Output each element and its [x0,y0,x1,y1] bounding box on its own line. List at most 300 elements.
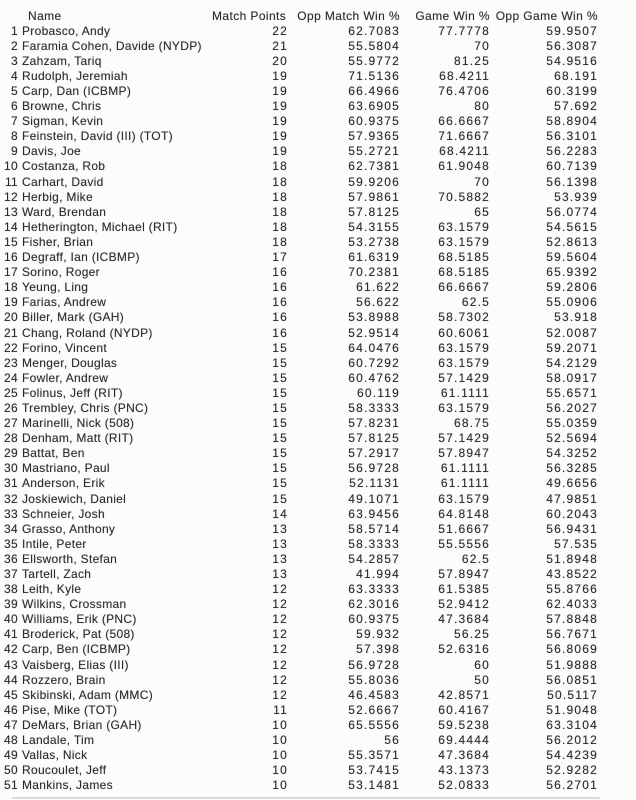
match-points-cell: 19 [272,68,288,83]
game-win-cell: 68.75 [453,416,490,431]
opp-match-win-cell: 57.9861 [348,189,400,204]
name-cell: Schneier, Josh [22,506,105,521]
game-win-cell: 63.1579 [438,491,490,506]
game-win-cell: 80 [474,99,490,114]
game-win-cell: 61.1111 [440,385,490,400]
match-points-cell: 15 [272,491,288,506]
game-win-cell: 60.6061 [438,325,490,340]
table-row [0,717,636,732]
match-points-cell: 15 [272,416,288,431]
match-points-cell: 12 [272,657,288,672]
table-row [0,280,636,295]
opp-game-win-cell: 58.8904 [546,114,598,129]
opp-match-win-cell: 41.994 [356,567,400,582]
game-win-cell: 68.5185 [438,250,490,265]
table-row [0,763,636,778]
opp-game-win-cell: 62.4033 [546,597,598,612]
game-win-cell: 61.1111 [440,461,490,476]
rank-cell: 21 [4,325,18,340]
rank-cell: 27 [4,416,18,431]
column-header-opp-game-win: Opp Game Win % [495,8,598,23]
name-cell: Carp, Dan (ICBMP) [22,84,132,99]
name-cell: Marinelli, Nick (508) [22,416,135,431]
opp-game-win-cell: 49.6656 [546,476,598,491]
opp-match-win-cell: 58.3333 [348,400,400,415]
opp-match-win-cell: 56.622 [356,295,400,310]
table-row [0,250,636,265]
name-cell: Anderson, Erik [22,476,105,491]
table-row [0,521,636,536]
opp-match-win-cell: 58.3333 [348,536,400,551]
rank-cell: 2 [11,38,18,53]
rank-cell: 9 [11,144,18,159]
match-points-cell: 19 [272,84,288,99]
table-row [0,733,636,748]
rank-cell: 32 [4,491,18,506]
opp-match-win-cell: 62.3016 [348,597,400,612]
table-row [0,83,636,98]
table-row [0,702,636,717]
name-cell: Broderick, Pat (508) [22,627,135,642]
opp-game-win-cell: 51.9888 [546,657,598,672]
match-points-cell: 12 [272,597,288,612]
table-row [0,325,636,340]
table-row [0,400,636,415]
opp-match-win-cell: 53.7415 [348,763,400,778]
game-win-cell: 47.3684 [438,612,490,627]
rank-cell: 36 [4,551,18,566]
table-row [0,189,636,204]
table-row [0,687,636,702]
name-cell: DeMars, Brian (GAH) [22,717,142,732]
table-row [0,370,636,385]
name-cell: Leith, Kyle [22,582,82,597]
game-win-cell: 63.1579 [438,340,490,355]
match-points-cell: 13 [272,567,288,582]
name-cell: Costanza, Rob [22,159,106,174]
game-win-cell: 70 [474,174,490,189]
opp-match-win-cell: 53.2738 [348,234,400,249]
game-win-cell: 52.6316 [438,642,490,657]
table-row [0,612,636,627]
opp-game-win-cell: 56.7671 [546,627,598,642]
opp-match-win-cell: 57.9365 [348,129,400,144]
match-points-cell: 18 [272,189,288,204]
opp-match-win-cell: 63.3333 [348,582,400,597]
opp-game-win-cell: 56.9431 [546,521,598,536]
opp-game-win-cell: 56.3285 [546,461,598,476]
table-row [0,642,636,657]
opp-match-win-cell: 55.3571 [348,748,400,763]
table-row [0,476,636,491]
name-cell: Trembley, Chris (PNC) [22,400,149,415]
opp-match-win-cell: 55.5804 [348,38,400,53]
game-win-cell: 57.1429 [438,370,490,385]
rank-cell: 3 [11,53,18,68]
opp-game-win-cell: 54.2129 [546,355,598,370]
match-points-cell: 19 [272,99,288,114]
match-points-cell: 12 [272,582,288,597]
name-cell: Fisher, Brian [22,234,94,249]
game-win-cell: 63.1579 [438,400,490,415]
name-cell: Herbig, Mike [22,189,93,204]
opp-game-win-cell: 51.9048 [546,702,598,717]
opp-game-win-cell: 56.0851 [546,672,598,687]
name-cell: Vallas, Nick [22,748,88,763]
rank-cell: 45 [4,687,18,702]
rank-cell: 48 [4,733,18,748]
game-win-cell: 66.6667 [438,280,490,295]
name-cell: Menger, Douglas [22,355,118,370]
game-win-cell: 76.4706 [438,84,490,99]
name-cell: Fowler, Andrew [22,370,109,385]
name-cell: Ellsworth, Stefan [22,551,118,566]
table-row [0,310,636,325]
opp-match-win-cell: 56 [384,733,400,748]
opp-match-win-cell: 60.4762 [348,370,400,385]
game-win-cell: 62.5 [461,295,490,310]
table-row [0,53,636,68]
game-win-cell: 42.8571 [438,687,490,702]
opp-match-win-cell: 49.1071 [348,491,400,506]
opp-match-win-cell: 61.622 [356,280,400,295]
match-points-cell: 12 [272,672,288,687]
table-row [0,385,636,400]
rank-cell: 51 [4,778,18,793]
rank-cell: 37 [4,567,18,582]
opp-match-win-cell: 58.5714 [348,521,400,536]
opp-game-win-cell: 60.7139 [546,159,598,174]
name-cell: Chang, Roland (NYDP) [22,325,153,340]
game-win-cell: 52.9412 [438,597,490,612]
name-cell: Denham, Matt (RIT) [22,431,134,446]
match-points-cell: 15 [272,431,288,446]
rank-cell: 18 [4,280,18,295]
table-row [0,99,636,114]
name-cell: Faramia Cohen, Davide (NYDP) [22,38,202,53]
rank-cell: 35 [4,536,18,551]
opp-game-win-cell: 58.0917 [546,370,598,385]
game-win-cell: 71.6667 [438,129,490,144]
opp-match-win-cell: 55.8036 [348,672,400,687]
rank-cell: 20 [4,310,18,325]
table-row [0,627,636,642]
column-header-match-points: Match Points [212,8,287,23]
opp-match-win-cell: 46.4583 [348,687,400,702]
name-cell: Intile, Peter [22,536,87,551]
name-cell: Mastriano, Paul [22,461,110,476]
game-win-cell: 47.3684 [438,748,490,763]
name-cell: Battat, Ben [22,446,85,461]
name-cell: Williams, Erik (PNC) [22,612,137,627]
table-row [0,265,636,280]
game-win-cell: 63.1579 [438,355,490,370]
opp-game-win-cell: 52.5694 [546,431,598,446]
opp-game-win-cell: 54.4239 [546,748,598,763]
match-points-cell: 11 [273,702,288,717]
table-row [0,748,636,763]
game-win-cell: 65 [474,204,490,219]
game-win-cell: 64.8148 [438,506,490,521]
game-win-cell: 77.7778 [438,23,490,38]
opp-game-win-cell: 56.3101 [546,129,598,144]
game-win-cell: 55.5556 [438,536,490,551]
match-points-cell: 15 [272,340,288,355]
rank-cell: 17 [4,265,18,280]
match-points-cell: 15 [272,355,288,370]
opp-game-win-cell: 59.5604 [546,250,598,265]
rank-cell: 6 [11,99,18,114]
table-row [0,566,636,581]
game-win-cell: 61.9048 [438,159,490,174]
game-win-cell: 60 [474,657,490,672]
game-win-cell: 63.1579 [438,234,490,249]
table-row [0,536,636,551]
opp-match-win-cell: 63.6905 [348,99,400,114]
rank-cell: 16 [4,250,18,265]
match-points-cell: 10 [272,748,288,763]
rank-cell: 22 [4,340,18,355]
match-points-cell: 16 [272,325,288,340]
opp-match-win-cell: 55.2721 [348,144,400,159]
name-cell: Mankins, James [22,778,113,793]
opp-game-win-cell: 56.2027 [546,400,598,415]
opp-game-win-cell: 56.2283 [546,144,598,159]
opp-game-win-cell: 43.8522 [546,567,598,582]
rank-cell: 23 [4,355,18,370]
rank-cell: 39 [4,597,18,612]
rank-cell: 11 [4,174,18,189]
match-points-cell: 12 [272,642,288,657]
opp-match-win-cell: 52.6667 [348,702,400,717]
opp-game-win-cell: 52.8613 [546,234,598,249]
table-row [0,506,636,521]
rank-cell: 31 [4,476,18,491]
opp-match-win-cell: 52.1131 [349,476,400,491]
game-win-cell: 58.7302 [438,310,490,325]
game-win-cell: 61.1111 [440,476,490,491]
name-cell: Folinus, Jeff (RIT) [22,385,123,400]
match-points-cell: 22 [272,23,288,38]
table-row [0,657,636,672]
opp-game-win-cell: 52.9282 [546,763,598,778]
rank-cell: 42 [4,642,18,657]
match-points-cell: 19 [272,114,288,129]
name-cell: Vaisberg, Elias (III) [22,657,129,672]
table-row [0,234,636,249]
opp-game-win-cell: 57.535 [554,536,598,551]
name-cell: Biller, Mark (GAH) [22,310,125,325]
name-cell: Probasco, Andy [22,23,111,38]
table-header-row [0,8,636,23]
name-cell: Tartell, Zach [22,567,92,582]
match-points-cell: 15 [272,476,288,491]
game-win-cell: 70 [474,38,490,53]
rank-cell: 43 [4,657,18,672]
opp-game-win-cell: 54.9516 [546,53,598,68]
game-win-cell: 70.5882 [438,189,490,204]
game-win-cell: 50 [474,672,490,687]
opp-match-win-cell: 53.8988 [348,310,400,325]
match-points-cell: 18 [272,234,288,249]
name-cell: Pise, Mike (TOT) [22,702,118,717]
name-cell: Wilkins, Crossman [22,597,127,612]
game-win-cell: 43.1373 [438,763,490,778]
opp-game-win-cell: 56.0774 [546,204,598,219]
rank-cell: 34 [4,521,18,536]
match-points-cell: 13 [272,536,288,551]
opp-game-win-cell: 56.3087 [546,38,598,53]
opp-match-win-cell: 55.9772 [348,53,400,68]
table-row [0,114,636,129]
match-points-cell: 16 [272,280,288,295]
match-points-cell: 19 [272,144,288,159]
name-cell: Browne, Chris [22,99,102,114]
rank-cell: 15 [4,234,18,249]
opp-match-win-cell: 70.2381 [348,265,400,280]
rank-cell: 7 [11,114,18,129]
opp-match-win-cell: 53.1481 [348,778,400,793]
table-row [0,491,636,506]
table-row [0,38,636,53]
table-row [0,446,636,461]
column-header-opp-match-win: Opp Match Win % [297,8,400,23]
opp-match-win-cell: 65.5556 [348,717,400,732]
opp-game-win-cell: 59.9507 [546,23,598,38]
name-cell: Rudolph, Jeremiah [22,68,128,83]
rank-cell: 19 [4,295,18,310]
game-win-cell: 60.4167 [438,702,490,717]
opp-match-win-cell: 59.932 [356,627,400,642]
game-win-cell: 59.5238 [438,717,490,732]
name-cell: Joskiewich, Daniel [22,491,127,506]
rank-cell: 1 [11,23,18,38]
table-row [0,295,636,310]
opp-game-win-cell: 56.8069 [546,642,598,657]
match-points-cell: 15 [272,400,288,415]
match-points-cell: 16 [272,295,288,310]
rank-cell: 10 [4,159,18,174]
match-points-cell: 19 [272,129,288,144]
opp-game-win-cell: 54.3252 [546,446,598,461]
table-row [0,355,636,370]
game-win-cell: 52.0833 [438,778,490,793]
column-header-game-win: Game Win % [415,8,490,23]
name-cell: Forino, Vincent [22,340,107,355]
table-row [0,159,636,174]
match-points-cell: 17 [272,250,288,265]
name-cell: Davis, Joe [22,144,82,159]
rank-cell: 12 [4,189,18,204]
opp-game-win-cell: 53.918 [554,310,598,325]
table-row [0,174,636,189]
rank-cell: 4 [11,68,18,83]
opp-match-win-cell: 62.7083 [348,23,400,38]
match-points-cell: 16 [272,310,288,325]
opp-game-win-cell: 68.191 [554,68,598,83]
match-points-cell: 18 [272,204,288,219]
rank-cell: 26 [4,400,18,415]
game-win-cell: 68.4211 [439,68,490,83]
match-points-cell: 12 [272,612,288,627]
name-cell: Grasso, Anthony [22,521,116,536]
opp-game-win-cell: 65.9392 [546,265,598,280]
table-row [0,597,636,612]
match-points-cell: 20 [272,53,288,68]
rank-cell: 41 [4,627,18,642]
opp-match-win-cell: 62.7381 [348,159,400,174]
match-points-cell: 13 [272,521,288,536]
opp-match-win-cell: 66.4966 [348,84,400,99]
opp-game-win-cell: 55.0906 [546,295,598,310]
rank-cell: 24 [4,370,18,385]
opp-game-win-cell: 54.5615 [546,219,598,234]
table-row [0,416,636,431]
game-win-cell: 66.6667 [438,114,490,129]
rank-cell: 40 [4,612,18,627]
match-points-cell: 15 [272,461,288,476]
opp-game-win-cell: 57.692 [554,99,598,114]
opp-game-win-cell: 55.8766 [546,582,598,597]
table-row [0,340,636,355]
opp-game-win-cell: 50.5117 [547,687,598,702]
standings-body [0,23,636,793]
game-win-cell: 62.5 [461,551,490,566]
rank-cell: 5 [11,84,18,99]
opp-match-win-cell: 61.6319 [348,250,400,265]
match-points-cell: 10 [272,778,288,793]
name-cell: Carp, Ben (ICBMP) [22,642,131,657]
rank-cell: 46 [4,702,18,717]
name-cell: Zahzam, Tariq [22,53,102,68]
match-points-cell: 10 [272,733,288,748]
opp-game-win-cell: 60.2043 [546,506,598,521]
rank-cell: 14 [4,219,18,234]
match-points-cell: 10 [272,717,288,732]
rank-cell: 8 [11,129,18,144]
opp-match-win-cell: 60.9375 [348,612,400,627]
opp-game-win-cell: 51.8948 [546,551,598,566]
opp-game-win-cell: 56.2701 [546,778,598,793]
match-points-cell: 15 [272,385,288,400]
game-win-cell: 68.4211 [439,144,490,159]
opp-game-win-cell: 47.9851 [546,491,598,506]
name-cell: Feinstein, David (III) (TOT) [22,129,173,144]
name-cell: Yeung, Ling [22,280,89,295]
opp-match-win-cell: 59.9206 [348,174,400,189]
name-cell: Ward, Brendan [22,204,107,219]
opp-game-win-cell: 57.8848 [546,612,598,627]
table-row [0,144,636,159]
opp-match-win-cell: 57.2917 [348,446,400,461]
game-win-cell: 81.25 [453,53,490,68]
table-row [0,672,636,687]
rank-cell: 49 [4,748,18,763]
opp-match-win-cell: 56.9728 [348,461,400,476]
rank-cell: 13 [4,204,18,219]
name-cell: Rozzero, Brain [22,672,106,687]
opp-game-win-cell: 56.2012 [546,733,598,748]
table-row [0,129,636,144]
match-points-cell: 10 [272,763,288,778]
table-row [0,461,636,476]
opp-game-win-cell: 52.0087 [546,325,598,340]
table-row [0,68,636,83]
table-row [0,219,636,234]
match-points-cell: 13 [272,551,288,566]
game-win-cell: 56.25 [453,627,490,642]
match-points-cell: 18 [272,174,288,189]
